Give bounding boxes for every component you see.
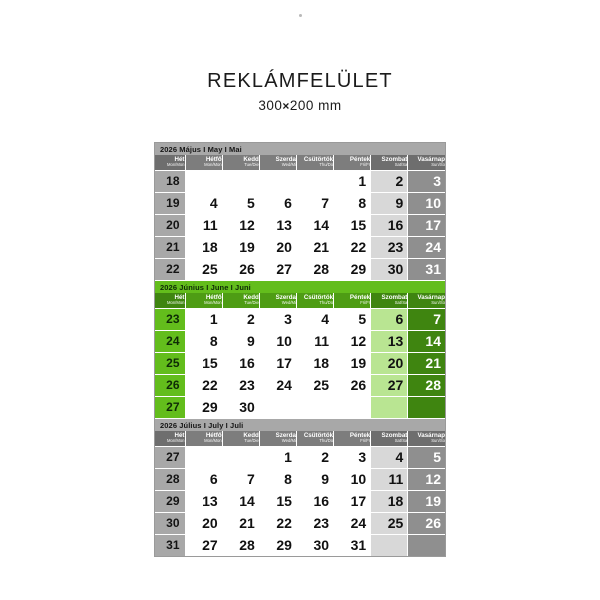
day-cell[interactable]: 7 (408, 308, 445, 330)
weekday-name: Hétfő (205, 431, 222, 439)
day-cell[interactable]: 30 (371, 258, 408, 280)
day-cell[interactable]: 14 (222, 490, 259, 512)
day-cell[interactable]: 17 (408, 214, 445, 236)
calendar-week-row (155, 352, 445, 374)
day-cell[interactable]: 13 (259, 214, 296, 236)
day-cell[interactable]: 29 (334, 258, 371, 280)
weekday-name: Péntek (349, 431, 371, 439)
day-cell[interactable] (408, 396, 445, 418)
weekday-name: Szerda (275, 293, 296, 301)
weekday-name-translated: Sat/Sa (394, 438, 408, 444)
day-cell[interactable]: 11 (296, 330, 333, 352)
weekday-name: Kedd (243, 293, 259, 301)
weekday-name-translated: Tue/Die (244, 162, 259, 168)
ad-size-width: 300 (258, 98, 283, 113)
weekday-name-translated: Wed/Mi (281, 438, 296, 444)
month-block (155, 143, 445, 280)
weekday-name: Vasárnap (417, 293, 445, 301)
advertising-area (0, 70, 600, 113)
weekday-name: Péntek (349, 293, 371, 301)
day-cell[interactable]: 28 (296, 258, 333, 280)
month-title: 2026 Május I May I Mai (155, 143, 445, 155)
weekday-name-translated: Tue/Die (244, 438, 259, 444)
day-cell[interactable]: 8 (259, 468, 296, 490)
day-cell[interactable]: 24 (334, 512, 371, 534)
weekday-name: Hétfő (205, 155, 222, 163)
weekday-name: Csütörtök (303, 431, 334, 439)
week-number-cell: 25 (155, 352, 185, 374)
registration-dot-icon (299, 14, 302, 17)
month-title: 2026 Június I June I Juni (155, 281, 445, 293)
weekday-name-translated: Mon/Mon (167, 162, 185, 168)
day-cell[interactable]: 1 (259, 446, 296, 468)
day-cell[interactable]: 23 (222, 374, 259, 396)
weekday-name: Hét (174, 431, 185, 439)
calendar-week-row (155, 534, 445, 556)
three-month-calendar (154, 142, 446, 557)
weekday-name: Szerda (275, 431, 296, 439)
day-cell[interactable] (185, 170, 222, 192)
calendar-week-row (155, 468, 445, 490)
weekday-name-translated: Mon/Mon (204, 438, 222, 444)
day-cell[interactable]: 3 (334, 446, 371, 468)
day-cell[interactable] (259, 170, 296, 192)
weekday-header (222, 431, 259, 446)
weekday-name: Vasárnap (417, 431, 445, 439)
weekday-header (408, 431, 445, 446)
day-cell[interactable]: 11 (371, 468, 408, 490)
weekday-header (259, 293, 296, 308)
day-cell[interactable]: 5 (334, 308, 371, 330)
day-cell[interactable]: 30 (222, 396, 259, 418)
day-cell[interactable]: 9 (296, 468, 333, 490)
weekday-name: Szombat (381, 293, 408, 301)
day-cell[interactable]: 15 (259, 490, 296, 512)
weekday-name-translated: Wed/Mi (281, 162, 296, 168)
day-cell[interactable]: 19 (334, 352, 371, 374)
weekday-name: Hét (174, 293, 185, 301)
day-cell[interactable]: 21 (222, 512, 259, 534)
day-cell[interactable]: 11 (185, 214, 222, 236)
weekday-header (408, 155, 445, 170)
week-number-cell: 18 (155, 170, 185, 192)
day-cell[interactable]: 2 (296, 446, 333, 468)
day-cell[interactable]: 9 (222, 330, 259, 352)
weekday-name-translated: Thu/Do (319, 300, 334, 306)
month-title: 2026 Július I July I Juli (155, 419, 445, 431)
weekday-name: Hét (174, 155, 185, 163)
day-cell[interactable]: 25 (296, 374, 333, 396)
weekday-header (222, 155, 259, 170)
calendar-week-row (155, 192, 445, 214)
ad-size-label (0, 98, 600, 113)
weekday-name: Kedd (243, 431, 259, 439)
month-block (155, 280, 445, 418)
weekday-name-translated: Fri/Fr (360, 300, 371, 306)
day-cell[interactable]: 28 (222, 534, 259, 556)
day-cell[interactable]: 9 (371, 192, 408, 214)
day-cell[interactable]: 4 (296, 308, 333, 330)
weekday-name: Péntek (349, 155, 371, 163)
day-cell[interactable]: 19 (222, 236, 259, 258)
day-cell[interactable] (222, 170, 259, 192)
weekday-name-translated: Sun/So (431, 438, 445, 444)
weekday-name-translated: Mon/Mon (204, 162, 222, 168)
weekday-header (371, 293, 408, 308)
weekday-name-translated: Mon/Mon (167, 300, 185, 306)
page-title: REKLÁMFELÜLET (207, 70, 393, 92)
calendar-week-row (155, 170, 445, 192)
day-cell[interactable]: 26 (222, 258, 259, 280)
week-number-cell: 20 (155, 214, 185, 236)
weekday-name-translated: Sat/Sa (394, 300, 408, 306)
weekday-name-translated: Wed/Mi (281, 300, 296, 306)
week-number-cell: 27 (155, 446, 185, 468)
day-cell[interactable]: 2 (222, 308, 259, 330)
day-cell[interactable]: 12 (408, 468, 445, 490)
weekday-header (185, 155, 222, 170)
week-number-cell: 23 (155, 308, 185, 330)
day-cell[interactable]: 28 (408, 374, 445, 396)
weekday-name: Vasárnap (417, 155, 445, 163)
day-cell[interactable]: 8 (185, 330, 222, 352)
week-number-cell: 30 (155, 512, 185, 534)
day-cell[interactable]: 24 (259, 374, 296, 396)
weekday-header (185, 293, 222, 308)
day-cell[interactable]: 25 (185, 258, 222, 280)
day-cell[interactable]: 8 (334, 192, 371, 214)
day-cell[interactable]: 4 (185, 192, 222, 214)
day-cell[interactable]: 15 (185, 352, 222, 374)
day-cell[interactable]: 10 (259, 330, 296, 352)
day-cell[interactable]: 5 (408, 446, 445, 468)
day-cell[interactable]: 18 (296, 352, 333, 374)
day-cell[interactable]: 6 (371, 308, 408, 330)
weekday-header (155, 431, 185, 446)
day-cell[interactable]: 20 (371, 352, 408, 374)
calendar-week-row (155, 258, 445, 280)
day-cell[interactable] (222, 446, 259, 468)
day-cell[interactable]: 13 (185, 490, 222, 512)
weekday-name-translated: Fri/Fr (360, 162, 371, 168)
day-cell[interactable]: 12 (334, 330, 371, 352)
day-cell[interactable]: 1 (185, 308, 222, 330)
day-cell[interactable]: 3 (259, 308, 296, 330)
day-cell[interactable]: 29 (259, 534, 296, 556)
weekday-name: Szombat (381, 431, 408, 439)
weekday-header (296, 155, 333, 170)
day-cell[interactable]: 20 (185, 512, 222, 534)
weekday-header (259, 431, 296, 446)
week-number-cell: 22 (155, 258, 185, 280)
day-cell[interactable]: 13 (371, 330, 408, 352)
calendar-week-row (155, 308, 445, 330)
weekday-header (185, 431, 222, 446)
weekday-name: Szerda (275, 155, 296, 163)
day-cell[interactable]: 22 (334, 236, 371, 258)
week-number-cell: 26 (155, 374, 185, 396)
day-cell[interactable]: 16 (371, 214, 408, 236)
week-number-cell: 29 (155, 490, 185, 512)
day-cell[interactable]: 27 (259, 258, 296, 280)
day-cell[interactable]: 17 (259, 352, 296, 374)
weekday-name: Csütörtök (303, 293, 334, 301)
weekday-name-translated: Sun/So (431, 300, 445, 306)
day-cell[interactable]: 10 (408, 192, 445, 214)
day-cell[interactable]: 26 (408, 512, 445, 534)
day-cell[interactable]: 4 (371, 446, 408, 468)
calendar-week-row (155, 236, 445, 258)
day-cell[interactable] (259, 396, 296, 418)
day-cell[interactable]: 23 (371, 236, 408, 258)
weekday-name: Kedd (243, 155, 259, 163)
day-cell[interactable] (371, 534, 408, 556)
weekday-name-translated: Tue/Die (244, 300, 259, 306)
day-cell[interactable]: 12 (222, 214, 259, 236)
weekday-name: Szombat (381, 155, 408, 163)
calendar-week-row (155, 512, 445, 534)
weekday-header (155, 293, 185, 308)
day-cell[interactable]: 31 (408, 258, 445, 280)
weekday-header (155, 155, 185, 170)
day-cell[interactable]: 25 (371, 512, 408, 534)
weekday-name-translated: Thu/Do (319, 438, 334, 444)
calendar-week-row (155, 396, 445, 418)
day-cell[interactable] (296, 170, 333, 192)
day-cell[interactable]: 7 (296, 192, 333, 214)
weekday-header (296, 293, 333, 308)
day-cell[interactable]: 29 (185, 396, 222, 418)
weekday-header (334, 155, 371, 170)
weekday-name-translated: Thu/Do (319, 162, 334, 168)
day-cell[interactable]: 1 (334, 170, 371, 192)
day-cell[interactable]: 23 (296, 512, 333, 534)
day-cell[interactable]: 21 (408, 352, 445, 374)
month-block (155, 418, 445, 556)
ad-size-separator: × (282, 99, 290, 113)
week-number-cell: 31 (155, 534, 185, 556)
day-cell[interactable]: 6 (185, 468, 222, 490)
weekday-header (222, 293, 259, 308)
calendar-week-row (155, 330, 445, 352)
day-cell[interactable]: 21 (296, 236, 333, 258)
week-number-cell: 21 (155, 236, 185, 258)
day-cell[interactable] (185, 446, 222, 468)
weekday-name-translated: Mon/Mon (204, 300, 222, 306)
calendar-week-row (155, 490, 445, 512)
weekday-header (334, 431, 371, 446)
day-cell[interactable]: 22 (259, 512, 296, 534)
day-cell[interactable]: 7 (222, 468, 259, 490)
day-cell[interactable]: 16 (296, 490, 333, 512)
day-cell[interactable]: 6 (259, 192, 296, 214)
week-number-cell: 19 (155, 192, 185, 214)
day-cell[interactable]: 27 (371, 374, 408, 396)
day-cell[interactable]: 27 (185, 534, 222, 556)
calendar-week-row (155, 446, 445, 468)
weekday-name-translated: Sun/So (431, 162, 445, 168)
day-cell[interactable]: 26 (334, 374, 371, 396)
day-cell[interactable]: 10 (334, 468, 371, 490)
weekday-header (371, 155, 408, 170)
week-number-cell: 28 (155, 468, 185, 490)
day-cell[interactable]: 22 (185, 374, 222, 396)
weekday-name: Hétfő (205, 293, 222, 301)
weekday-name-translated: Fri/Fr (360, 438, 371, 444)
week-number-cell: 27 (155, 396, 185, 418)
day-cell[interactable]: 15 (334, 214, 371, 236)
weekday-name-translated: Sat/Sa (394, 162, 408, 168)
day-cell[interactable]: 5 (222, 192, 259, 214)
day-cell[interactable]: 24 (408, 236, 445, 258)
day-cell[interactable]: 31 (334, 534, 371, 556)
day-cell[interactable]: 20 (259, 236, 296, 258)
day-cell[interactable]: 30 (296, 534, 333, 556)
day-cell[interactable]: 18 (185, 236, 222, 258)
ad-size-height: 200 mm (289, 98, 342, 113)
day-cell[interactable]: 17 (334, 490, 371, 512)
day-cell[interactable] (408, 534, 445, 556)
weekday-name-translated: Mon/Mon (167, 438, 185, 444)
day-cell[interactable]: 14 (296, 214, 333, 236)
day-cell[interactable]: 3 (408, 170, 445, 192)
weekday-header (334, 293, 371, 308)
day-cell[interactable] (296, 396, 333, 418)
day-cell[interactable]: 19 (408, 490, 445, 512)
calendar-week-row (155, 374, 445, 396)
weekday-header (296, 431, 333, 446)
calendar-week-row (155, 214, 445, 236)
week-number-cell: 24 (155, 330, 185, 352)
weekday-header (371, 431, 408, 446)
day-cell[interactable]: 2 (371, 170, 408, 192)
day-cell[interactable]: 18 (371, 490, 408, 512)
day-cell[interactable]: 14 (408, 330, 445, 352)
weekday-name: Csütörtök (303, 155, 334, 163)
day-cell[interactable]: 16 (222, 352, 259, 374)
weekday-header (259, 155, 296, 170)
day-cell[interactable] (371, 396, 408, 418)
day-cell[interactable] (334, 396, 371, 418)
weekday-header (408, 293, 445, 308)
